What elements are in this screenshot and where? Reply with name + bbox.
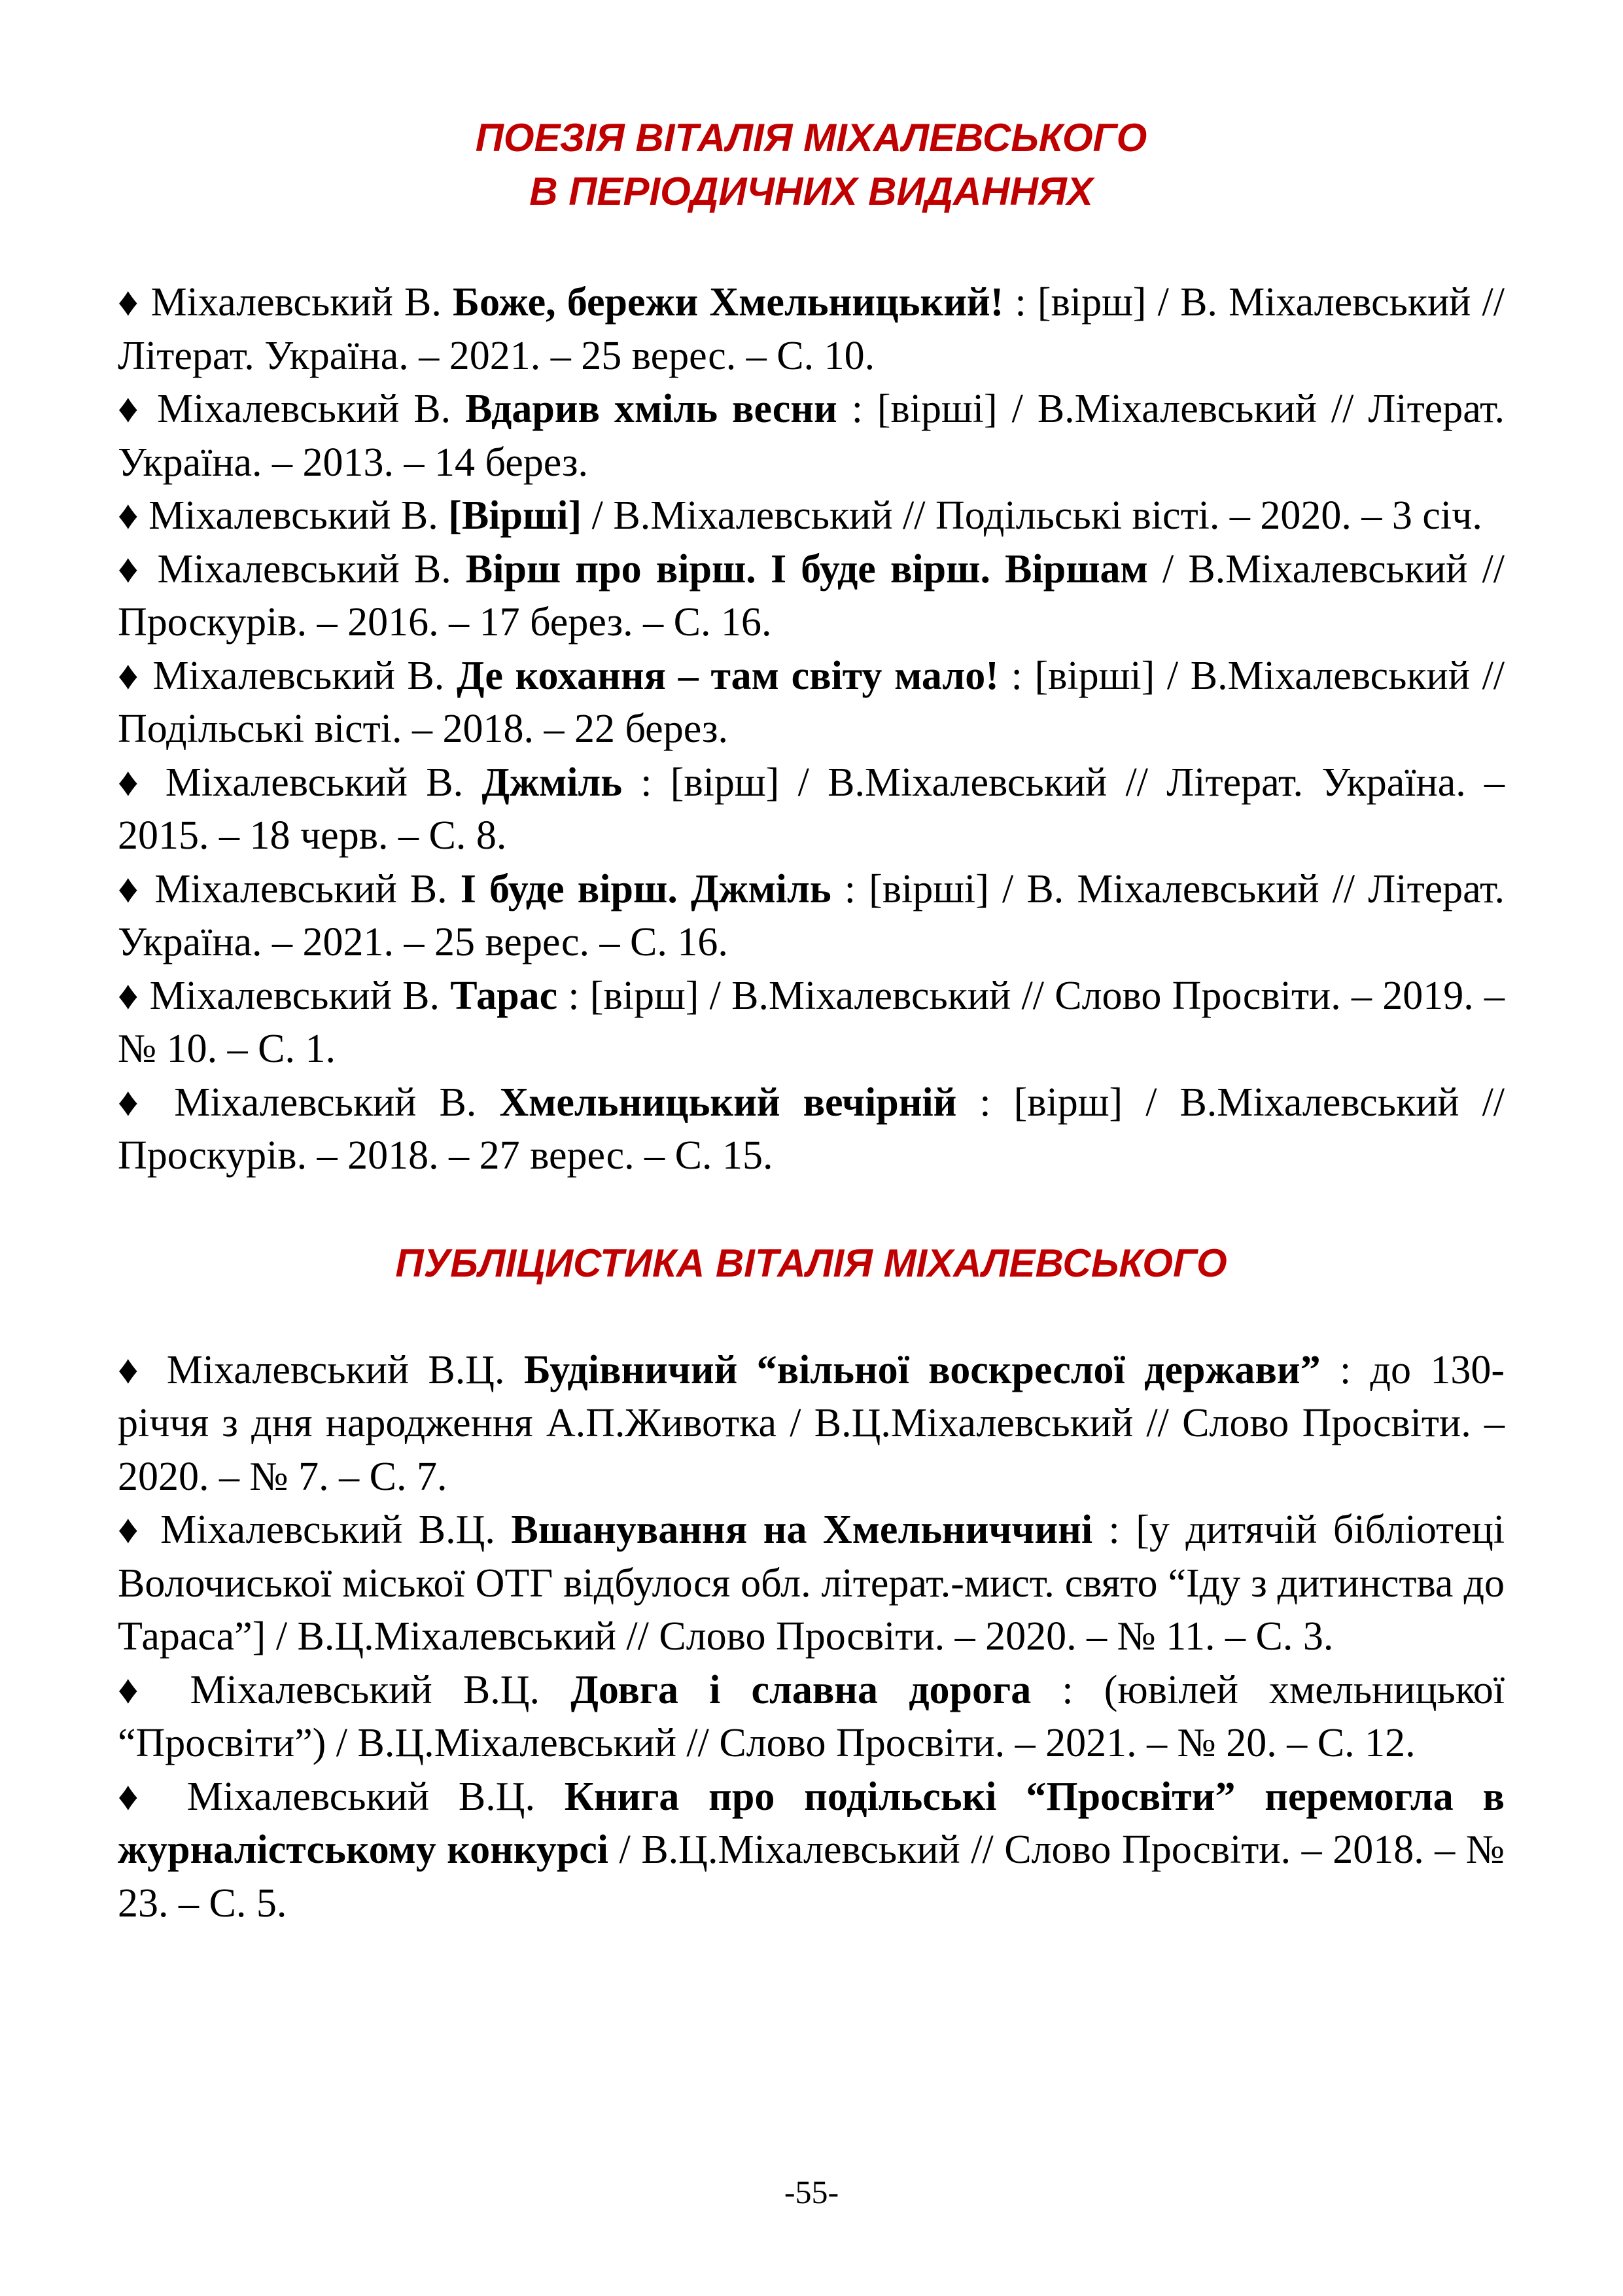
bullet-icon: ♦ xyxy=(118,653,141,698)
entry-author: Міхалевський В. xyxy=(152,653,445,698)
entry-title: І буде вірш. Джміль xyxy=(460,866,831,911)
entry-details: / В.Міхалевський // Проскурів. – 2016. – 17 берез. – С. 16. xyxy=(118,546,1505,645)
bullet-icon: ♦ xyxy=(118,866,142,911)
entry-details: : до 130-річчя з дня народження А.П.Животка / В.Ц.Міхалевський // Слово Просвіти. – 2020. – № 7. – С. 7. xyxy=(118,1347,1505,1499)
bullet-icon: ♦ xyxy=(118,1508,145,1552)
entry-title: Вшанування на Хмельниччині xyxy=(511,1508,1093,1552)
bibliography-entry xyxy=(118,383,1505,489)
entry-title: Хмельницький вечірній xyxy=(499,1080,957,1125)
entry-details: : [вірш] / В.Міхалевський // Слово Просвіти. – 2019. – № 10. – С. 1. xyxy=(118,973,1505,1071)
bibliography-entry xyxy=(118,276,1505,383)
entry-author: Міхалевський В.Ц. xyxy=(190,1667,540,1712)
bibliography-entry xyxy=(118,1504,1505,1664)
entry-author: Міхалевський В. xyxy=(157,546,451,592)
bibliography-entry xyxy=(118,863,1505,970)
bullet-icon: ♦ xyxy=(118,493,139,538)
entry-details: : [вірші] / В.Міхалевський // Подільські вісті. – 2018. – 22 берез. xyxy=(118,653,1505,751)
section-title-poetry xyxy=(118,111,1505,219)
journalism-entries xyxy=(118,1344,1505,1931)
entry-details: : [вірші] / В. Міхалевський // Літерат. Україна. – 2021. – 25 верес. – С. 16. xyxy=(118,866,1505,964)
bullet-icon: ♦ xyxy=(118,546,143,592)
entry-title: Вдарив хміль весни xyxy=(465,387,837,431)
bullet-icon: ♦ xyxy=(118,387,143,431)
entry-title: Де кохання – там світу мало! xyxy=(456,653,999,698)
entry-details: : (ювілей хмельницької “Просвіти”) / В.Ц.Міхалевський // Слово Просвіти. – 2021. – № 20. – С. 12. xyxy=(118,1667,1505,1765)
section-title-line: ПОЕЗІЯ ВІТАЛІЯ МІХАЛЕВСЬКОГО xyxy=(475,116,1147,160)
entry-author: Міхалевський В. xyxy=(148,493,438,538)
bullet-icon: ♦ xyxy=(118,973,139,1018)
entry-title: Джміль xyxy=(481,760,622,805)
bibliography-entry xyxy=(118,1771,1505,1931)
poetry-entries xyxy=(118,276,1505,1183)
bibliography-entry xyxy=(118,489,1505,543)
entry-details: / В.Міхалевський // Подільські вісті. – 2020. – 3 січ. xyxy=(591,493,1482,538)
page-number: -55- xyxy=(784,2174,839,2210)
bullet-icon: ♦ xyxy=(118,280,140,325)
entry-author: Міхалевський В. xyxy=(165,760,464,805)
bibliography-entry xyxy=(118,1664,1505,1771)
entry-details: : [вірш] / В.Міхалевський // Проскурів. – 2018. – 27 верес. – С. 15. xyxy=(118,1080,1505,1178)
entry-author: Міхалевський В. xyxy=(149,973,440,1018)
entry-details: : [вірш] / В. Міхалевський // Літерат. Україна. – 2021. – 25 верес. – С. 10. xyxy=(118,280,1505,378)
bibliography-entry xyxy=(118,756,1505,863)
entry-title: Боже, бережи Хмельницький! xyxy=(453,280,1004,325)
bibliography-entry xyxy=(118,650,1505,756)
entry-author: Міхалевський В. xyxy=(174,1080,477,1125)
entry-title: Вірш про вірш. І буде вірш. Віршам xyxy=(465,546,1148,592)
entry-author: Міхалевський В. xyxy=(150,280,442,325)
bibliography-entry xyxy=(118,970,1505,1076)
entry-author: Міхалевський В. xyxy=(154,866,447,911)
bibliography-entry xyxy=(118,543,1505,650)
section-title-line: ПУБЛІЦИСТИКА ВІТАЛІЯ МІХАЛЕВСЬКОГО xyxy=(395,1241,1227,1285)
bibliography-entry xyxy=(118,1076,1505,1183)
bullet-icon: ♦ xyxy=(118,1774,158,1819)
bullet-icon: ♦ xyxy=(118,760,147,805)
entry-title: Книга про подільські “Просвіти” перемогла в журналістському конкурсі xyxy=(118,1774,1505,1872)
section-title-line: В ПЕРІОДИЧНИХ ВИДАННЯХ xyxy=(529,169,1093,213)
entry-title: Довга і славна дорога xyxy=(570,1667,1032,1712)
entry-details: : [вірші] / В.Міхалевський // Літерат. Україна. – 2013. – 14 берез. xyxy=(118,387,1505,485)
entry-title: Тарас xyxy=(450,973,558,1018)
entry-title: Будівничий “вільної воскреслої держави” xyxy=(523,1347,1321,1392)
section-title-journalism xyxy=(118,1237,1505,1290)
entry-details: / В.Ц.Міхалевський // Слово Просвіти. – 2018. – № 23. – С. 5. xyxy=(118,1828,1505,1926)
entry-title: [Вірші] xyxy=(448,493,582,538)
page-content xyxy=(118,111,1505,1930)
entry-author: Міхалевський В. xyxy=(157,387,451,431)
entry-author: Міхалевський В.Ц. xyxy=(186,1774,535,1819)
entry-author: Міхалевський В.Ц. xyxy=(166,1347,505,1392)
entry-details: : [у дитячій бібліотеці Волочиської міської ОТГ відбулося обл. літерат.-мист. свято “Іду з дитинства до Тараса”] / В.Ц.Міхалевський // Слово Просвіти. – 2020. – № 11. – С. 3. xyxy=(118,1508,1505,1659)
entry-details: : [вірш] / В.Міхалевський // Літерат. Україна. – 2015. – 18 черв. – С. 8. xyxy=(118,760,1505,858)
entry-author: Міхалевський В.Ц. xyxy=(160,1508,495,1552)
bibliography-entry xyxy=(118,1344,1505,1504)
bullet-icon: ♦ xyxy=(118,1080,152,1125)
bullet-icon: ♦ xyxy=(118,1667,160,1712)
bullet-icon: ♦ xyxy=(118,1347,148,1392)
